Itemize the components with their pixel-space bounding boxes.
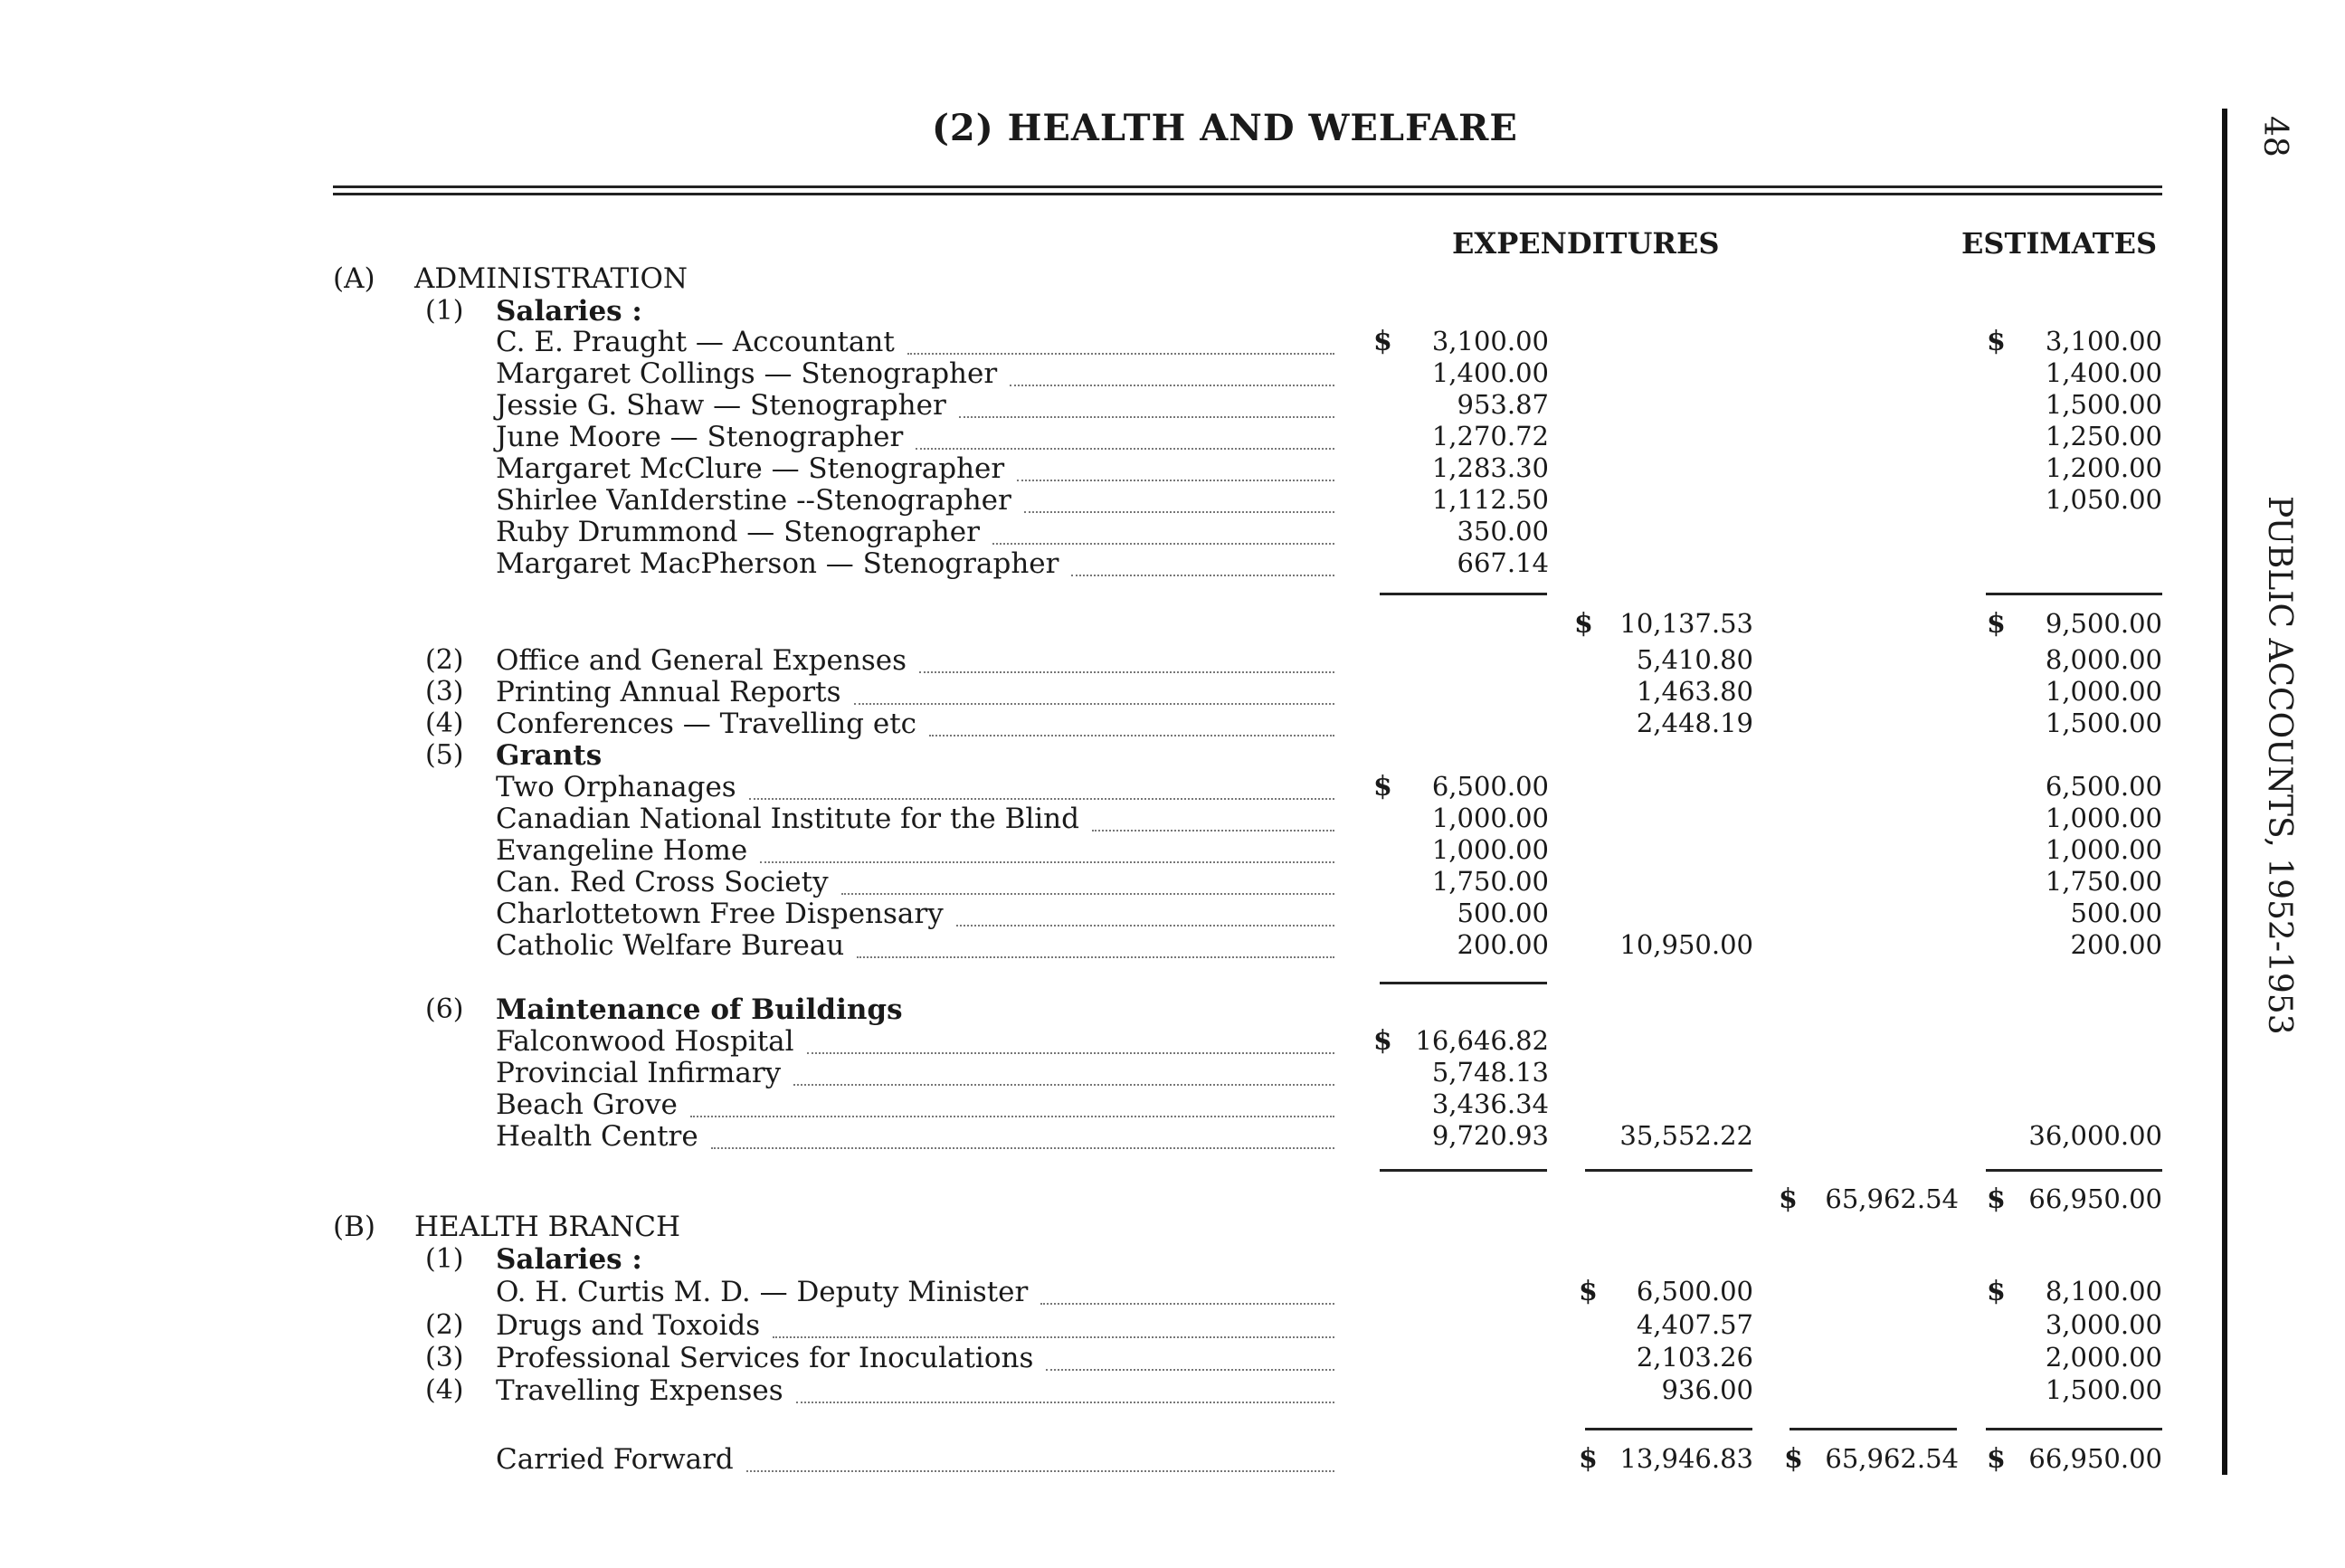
expense-label: Office and General Expenses xyxy=(496,644,907,677)
running-title: PUBLIC ACCOUNTS, 1952-1953 xyxy=(2261,496,2298,1035)
item-number: (2) xyxy=(425,644,464,676)
leader-dots xyxy=(760,861,1334,863)
expenditure-amount: 953.87 xyxy=(1457,389,1549,420)
estimate-amount: 3,000.00 xyxy=(2045,1309,2162,1340)
item-number: (3) xyxy=(425,676,464,708)
expenditure-amount: 667.14 xyxy=(1457,547,1549,578)
leader-dots xyxy=(907,353,1334,355)
margin-rule xyxy=(2222,109,2227,1475)
carried-forward-estimate: 66,950.00 xyxy=(2028,1443,2162,1474)
subtotal-expenditure: 35,552.22 xyxy=(1619,1120,1753,1151)
leader-dots xyxy=(1071,575,1334,576)
expenditure-amount: 2,103.26 xyxy=(1636,1342,1753,1373)
dollar-sign: $ xyxy=(1987,1276,2006,1307)
item-number: (6) xyxy=(425,993,464,1025)
leader-dots xyxy=(841,893,1334,895)
carried-forward-total: 65,962.54 xyxy=(1825,1443,1959,1474)
total-rule xyxy=(1585,1428,1752,1430)
subtotal-estimate: 9,500.00 xyxy=(2045,608,2162,639)
dollar-sign: $ xyxy=(1574,608,1593,640)
subtotal-expenditure: 10,137.53 xyxy=(1619,608,1753,639)
estimate-amount: 8,100.00 xyxy=(2045,1276,2162,1307)
leader-dots xyxy=(956,925,1334,927)
expenditure-amount: 5,748.13 xyxy=(1431,1057,1549,1088)
item-number: (2) xyxy=(425,1309,464,1341)
column-header-expenditures: EXPENDITURES xyxy=(1452,226,1720,261)
expense-label: Printing Annual Reports xyxy=(496,676,841,708)
expenditure-amount: 1,463.80 xyxy=(1636,676,1753,707)
double-rule-top xyxy=(333,185,2162,188)
section-title: HEALTH BRANCH xyxy=(414,1211,681,1243)
estimate-amount: 2,000.00 xyxy=(2045,1342,2162,1373)
expenditure-amount: 6,500.00 xyxy=(1636,1276,1753,1307)
leader-dots xyxy=(1010,385,1334,386)
grand-total-estimate: 66,950.00 xyxy=(2028,1183,2162,1214)
total-rule xyxy=(1585,1169,1752,1172)
total-rule xyxy=(1380,1169,1547,1172)
estimate-amount: 1,750.00 xyxy=(2045,866,2162,897)
subtotal-expenditure: 10,950.00 xyxy=(1619,929,1753,960)
total-rule xyxy=(1380,982,1547,984)
expenditure-amount: 3,436.34 xyxy=(1431,1088,1549,1119)
salary-label: Margaret Collings — Stenographer xyxy=(496,357,998,390)
page-number: 48 xyxy=(2256,116,2293,157)
grant-label: Charlottetown Free Dispensary xyxy=(496,898,944,930)
leader-dots xyxy=(1040,1303,1334,1305)
carried-forward-expenditure: 13,946.83 xyxy=(1619,1443,1753,1474)
building-label: Beach Grove xyxy=(496,1088,678,1121)
total-rule xyxy=(1986,1428,2162,1430)
leader-dots xyxy=(796,1402,1334,1403)
leader-dots xyxy=(1024,511,1334,513)
leader-dots xyxy=(749,798,1334,800)
expenditure-amount: 1,283.30 xyxy=(1431,452,1549,483)
grant-label: Evangeline Home xyxy=(496,834,748,867)
grant-label: Catholic Welfare Bureau xyxy=(496,929,845,962)
expenditure-amount: 1,400.00 xyxy=(1431,357,1549,388)
expense-label: Travelling Expenses xyxy=(496,1374,783,1407)
expense-label: Professional Services for Inoculations xyxy=(496,1342,1034,1374)
leader-dots xyxy=(992,543,1334,545)
expenditure-amount: 1,000.00 xyxy=(1431,834,1549,865)
leader-dots xyxy=(711,1147,1334,1149)
estimate-amount: 8,000.00 xyxy=(2045,644,2162,675)
expenditure-amount: 1,000.00 xyxy=(1431,803,1549,833)
expenditure-amount: 3,100.00 xyxy=(1431,326,1549,356)
estimate-amount: 500.00 xyxy=(2070,898,2162,928)
item-number: (5) xyxy=(425,739,464,771)
item-number: (4) xyxy=(425,708,464,739)
salary-label: Margaret MacPherson — Stenographer xyxy=(496,547,1059,580)
subtotal-estimate: 36,000.00 xyxy=(2028,1120,2162,1151)
estimate-amount: 1,200.00 xyxy=(2045,452,2162,483)
item-number: (3) xyxy=(425,1342,464,1373)
grant-label: Canadian National Institute for the Blind xyxy=(496,803,1079,835)
grant-label: Can. Red Cross Society xyxy=(496,866,829,898)
column-header-estimates: ESTIMATES xyxy=(1961,226,2158,261)
total-rule xyxy=(1986,593,2162,595)
grant-label: Two Orphanages xyxy=(496,771,736,803)
section-marker: (B) xyxy=(333,1211,375,1243)
expenditure-amount: 4,407.57 xyxy=(1636,1309,1753,1340)
dollar-sign: $ xyxy=(1373,771,1392,803)
page-title: (2) HEALTH AND WELFARE xyxy=(932,107,1518,149)
item-number: (4) xyxy=(425,1374,464,1406)
estimate-amount: 3,100.00 xyxy=(2045,326,2162,356)
salary-label: Shirlee VanIderstine --Stenographer xyxy=(496,484,1011,517)
building-label: Health Centre xyxy=(496,1120,698,1153)
subsection-title: Salaries : xyxy=(496,1243,642,1276)
building-label: Provincial Infirmary xyxy=(496,1057,782,1089)
leader-dots xyxy=(1092,830,1334,832)
expenditure-amount: 2,448.19 xyxy=(1636,708,1753,738)
leader-dots xyxy=(854,703,1334,705)
salary-label: Ruby Drummond — Stenographer xyxy=(496,516,980,548)
leader-dots xyxy=(857,956,1334,958)
estimate-amount: 6,500.00 xyxy=(2045,771,2162,802)
dollar-sign: $ xyxy=(1373,1025,1392,1057)
dollar-sign: $ xyxy=(1579,1443,1598,1475)
leader-dots xyxy=(1046,1369,1334,1371)
estimate-amount: 1,050.00 xyxy=(2045,484,2162,515)
item-number: (1) xyxy=(425,1243,464,1275)
dollar-sign: $ xyxy=(1373,326,1392,357)
double-rule-bottom xyxy=(333,193,2162,195)
expenditure-amount: 9,720.93 xyxy=(1431,1120,1549,1151)
leader-dots xyxy=(793,1084,1334,1086)
leader-dots xyxy=(773,1336,1334,1338)
estimate-amount: 1,000.00 xyxy=(2045,676,2162,707)
leader-dots xyxy=(929,735,1334,736)
leader-dots xyxy=(807,1052,1334,1054)
total-rule xyxy=(1380,593,1547,595)
subsection-title: Maintenance of Buildings xyxy=(496,993,903,1026)
expenditure-amount: 1,750.00 xyxy=(1431,866,1549,897)
dollar-sign: $ xyxy=(1987,1443,2006,1475)
dollar-sign: $ xyxy=(1987,326,2006,357)
estimate-amount: 1,500.00 xyxy=(2045,389,2162,420)
section-marker: (A) xyxy=(333,262,375,295)
dollar-sign: $ xyxy=(1779,1183,1798,1215)
expenditure-amount: 16,646.82 xyxy=(1415,1025,1549,1056)
expenditure-amount: 350.00 xyxy=(1457,516,1549,546)
dollar-sign: $ xyxy=(1987,608,2006,640)
salary-label: C. E. Praught — Accountant xyxy=(496,326,895,358)
leader-dots xyxy=(746,1470,1334,1472)
leader-dots xyxy=(690,1116,1334,1117)
expenditure-amount: 1,112.50 xyxy=(1431,484,1549,515)
carried-forward-label: Carried Forward xyxy=(496,1443,734,1476)
item-number: (1) xyxy=(425,295,464,327)
salary-label: Margaret McClure — Stenographer xyxy=(496,452,1005,485)
leader-dots xyxy=(916,448,1334,450)
expenditure-amount: 936.00 xyxy=(1661,1374,1753,1405)
estimate-amount: 1,400.00 xyxy=(2045,357,2162,388)
estimate-amount: 1,500.00 xyxy=(2045,1374,2162,1405)
salary-label: O. H. Curtis M. D. — Deputy Minister xyxy=(496,1276,1029,1308)
leader-dots xyxy=(919,671,1334,673)
estimate-amount: 200.00 xyxy=(2070,929,2162,960)
estimate-amount: 1,000.00 xyxy=(2045,803,2162,833)
grand-total-expenditure: 65,962.54 xyxy=(1825,1183,1959,1214)
leader-dots xyxy=(959,416,1334,418)
expenditure-amount: 500.00 xyxy=(1457,898,1549,928)
section-title: ADMINISTRATION xyxy=(414,262,688,295)
building-label: Falconwood Hospital xyxy=(496,1025,794,1058)
salary-label: Jessie G. Shaw — Stenographer xyxy=(496,389,946,422)
salary-label: June Moore — Stenographer xyxy=(496,421,904,453)
subsection-title: Salaries : xyxy=(496,295,642,328)
expenditure-amount: 5,410.80 xyxy=(1636,644,1753,675)
estimate-amount: 1,000.00 xyxy=(2045,834,2162,865)
expenditure-amount: 200.00 xyxy=(1457,929,1549,960)
expense-label: Drugs and Toxoids xyxy=(496,1309,761,1342)
dollar-sign: $ xyxy=(1579,1276,1598,1307)
leader-dots xyxy=(1017,480,1334,481)
expenditure-amount: 6,500.00 xyxy=(1431,771,1549,802)
expense-label: Conferences — Travelling etc xyxy=(496,708,917,740)
dollar-sign: $ xyxy=(1784,1443,1803,1475)
expenditure-amount: 1,270.72 xyxy=(1431,421,1549,451)
total-rule xyxy=(1986,1169,2162,1172)
subsection-title: Grants xyxy=(496,739,603,772)
dollar-sign: $ xyxy=(1987,1183,2006,1215)
total-rule xyxy=(1790,1428,1957,1430)
estimate-amount: 1,250.00 xyxy=(2045,421,2162,451)
estimate-amount: 1,500.00 xyxy=(2045,708,2162,738)
